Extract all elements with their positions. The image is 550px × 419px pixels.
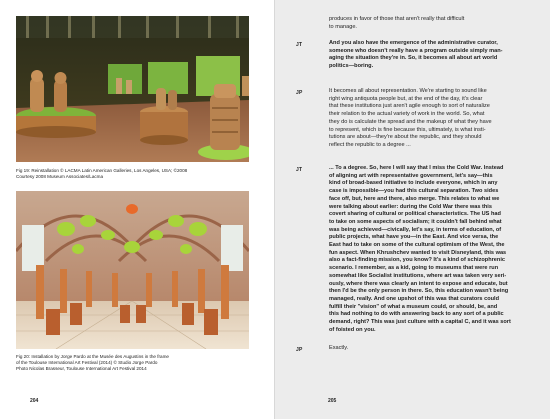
text-line: public projects, what have you—in the East. And vice versa, the <box>329 234 499 241</box>
text-line: they do is calculate the spread and the makeup of what they have <box>329 118 492 125</box>
text-line: that these institutions just aren't agile enough to sort of naturalize <box>329 103 490 110</box>
text-line: were talking about earlier: during the Cold War there was this <box>329 203 492 210</box>
augustins-installation-image <box>16 191 249 349</box>
text-line: And you also have the emergence of the administrative curator, <box>329 40 498 46</box>
figure-musee-des-augustins-photo <box>16 191 249 349</box>
figure-19-caption-line: Fig 19: Reinstallation © LACMA Latin American Galleries, Los Angeles, USA; ©2008 <box>16 168 188 173</box>
text-line: their relation to the actual variety of work in the world. So, what <box>329 111 485 118</box>
figure-20-caption-line: Photo Nicolas Brasseur, Toulouse International Art Festival 2014 <box>16 366 147 371</box>
text-line: also a fact-finding mission, you know? It's a kind of schizophrenic <box>329 257 506 264</box>
right-page-number: 205 <box>328 398 337 404</box>
text-line: this had nothing to do with answering back to any sort of a public <box>329 311 504 318</box>
text-line: Exactly. <box>329 345 349 351</box>
text-line: tutions are about—they're about the republic, and they should <box>329 134 482 141</box>
speaker-label: JT <box>296 167 303 173</box>
text-line: ously, where there was clearly an intent to expose and educate, but <box>329 280 508 287</box>
left-page-number: 204 <box>30 398 39 404</box>
text-line: fun aspect. When Khrushchev wanted to visit Disneyland, this was <box>329 249 507 256</box>
text-line: somewhat like Socialist institutions, where art was taken very seri- <box>329 272 507 279</box>
speaker-label: JT <box>296 42 303 48</box>
text-line: East had to take on some of the cultural optimism of the West, the <box>329 242 505 248</box>
text-line: case is impossible—you had this cultural separation. Two sides <box>329 188 499 195</box>
figure-lacma-gallery-photo <box>16 16 249 162</box>
figure-20-caption <box>16 354 261 372</box>
lacma-gallery-image <box>16 16 249 162</box>
figure-20-caption-line: of the Toulouse International Art Festival (2014) © Studio Jorge Pardo <box>16 360 158 365</box>
speaker-label: JP <box>296 90 303 96</box>
text-line: to represent, which is fine because this, ultimately, is what insti- <box>329 126 486 133</box>
text-line: of aligning art with representative government, let's say—this <box>329 172 493 179</box>
text-line: produces in favor of those that aren't really that difficult <box>329 16 465 22</box>
text-line: reflect the republic to a degree ... <box>329 141 411 148</box>
text-line: face off, but, here and there, also merge. This relates to what we <box>329 195 500 202</box>
page-gutter <box>274 0 275 419</box>
text-line: ... To a degree. So, here I will say that I miss the Cold War. Instead <box>329 165 504 171</box>
text-line: It becomes all about representation. We're starting to sound like <box>329 88 487 94</box>
text-line: to take on some aspects of socialism; it couldn't fall behind what <box>329 218 502 225</box>
text-line: aging the situation they're in. So, it becomes all about art world <box>329 55 498 62</box>
speaker-label: JP <box>296 347 303 353</box>
text-line: then I'd be the only person in there. So, this education wasn't being <box>329 288 509 295</box>
text-line: was being achieved—civically, let's say, in terms of education, of <box>329 226 502 233</box>
text-line: managed, really. And one upshot of this was that curators could <box>329 295 500 302</box>
text-line: scenario. I remember, as a kid, going to museums that were run <box>329 265 499 272</box>
text-line: kind of broad-based initiative to include everyone, which in any <box>329 180 498 187</box>
text-line: fulfill their "vision" of what a museum could, or should, be, and <box>329 303 498 310</box>
text-line: to manage. <box>329 23 357 30</box>
text-line: right wing antiquota people but, at the end of the day, it's clear <box>329 95 483 102</box>
text-line: covert sharing of cultural or political characteristics. The US had <box>329 211 501 218</box>
figure-20-caption-line: Fig 20: Installation by Jorge Pardo at the Musée des Augustins in the frame <box>16 354 169 359</box>
figure-19-caption <box>16 168 261 180</box>
text-line: politics—boring. <box>329 63 374 70</box>
text-line: demand, right? This was just culture with a capital C, and it was sort <box>329 319 511 325</box>
text-line: of foisted on you. <box>329 326 376 333</box>
text-line: someone who doesn't really have a program outside simply man- <box>329 47 503 54</box>
figure-19-caption-line: Courtesy 2008 Museum Associates/Lacma <box>16 174 104 179</box>
